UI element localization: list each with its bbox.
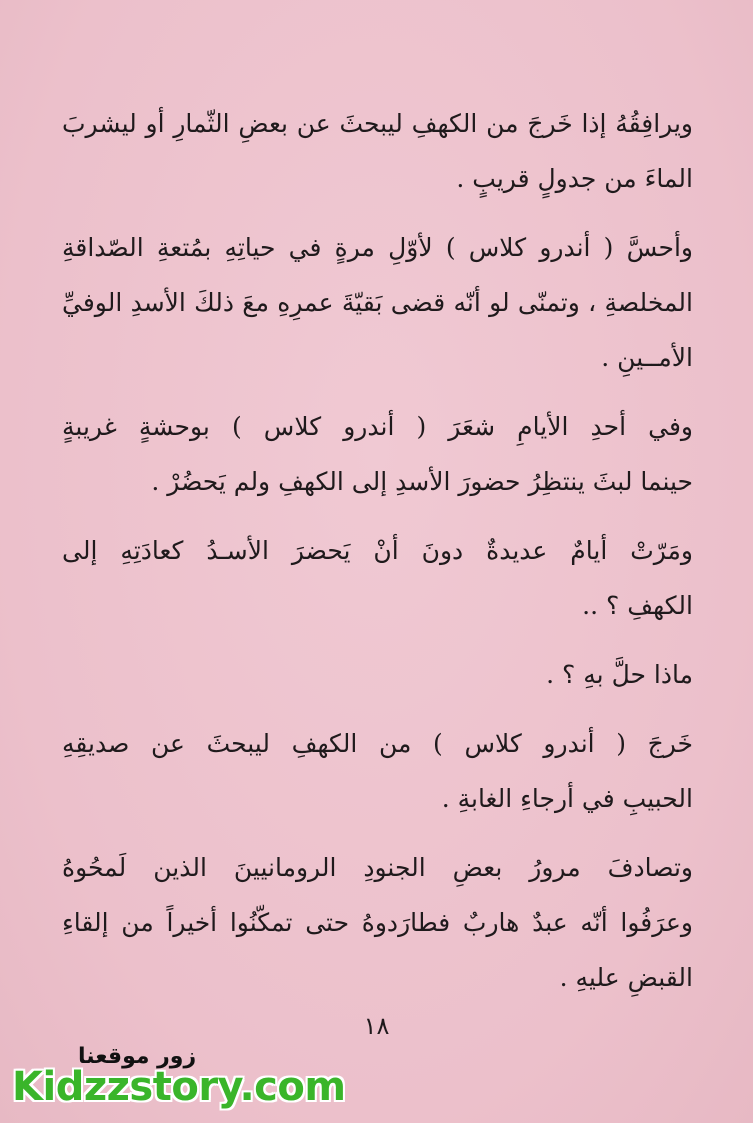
text-line: الماءَ من جدولٍ قريبٍ . (456, 164, 693, 193)
text-line: خَرجَ ( أندرو كلاس ) من الكهفِ ليبحثَ عن صديقِهِ (62, 729, 693, 758)
paragraph-5 (62, 647, 693, 702)
paragraph-2 (62, 220, 693, 385)
text-line: وفي أحدِ الأيامِ شعَرَ ( أندرو كلاس ) بوحشةٍ غريبةٍ (62, 412, 693, 441)
text-line: الكهفِ ؟ .. (582, 591, 693, 620)
paragraph-7 (62, 840, 693, 1005)
text-line: الحبيبِ في أرجاءِ الغابةِ . (441, 784, 693, 813)
text-line: القبضِ عليهِ . (559, 963, 693, 992)
paragraph-1 (62, 96, 693, 206)
text-line: حينما لبثَ ينتظِرُ حضورَ الأسدِ إلى الكهفِ ولم يَحضُرْ . (151, 467, 693, 496)
watermark-arabic: زور موقعنا (78, 1044, 197, 1069)
text-line: ماذا حلَّ بهِ ؟ . (546, 660, 693, 689)
text-line: وأحسَّ ( أندرو كلاس ) لأوّلِ مرةٍ في حياتِهِ بمُتعةِ الصّداقةِ (62, 233, 693, 262)
paragraph-3 (62, 399, 693, 509)
text-line: ومَرّتْ أيامٌ عديدةٌ دونَ أنْ يَحضرَ الأسـدُ كعادَتِهِ إلى (62, 536, 693, 565)
watermark-site-url: Kidzzstory.com (12, 1064, 346, 1110)
text-line: وعرَفُوا أنّه عبدٌ هاربٌ فطارَدوهُ حتى تمكّنُوا أخيراً من إلقاءِ (62, 908, 693, 937)
text-line: ويرافِقُهُ إذا خَرجَ من الكهفِ ليبحثَ عن بعضِ الثّمارِ أو ليشربَ (62, 109, 693, 138)
story-text (62, 96, 693, 1019)
page-number: ١٨ (363, 1012, 390, 1040)
paragraph-6 (62, 716, 693, 826)
text-line: الأمــينِ . (601, 343, 693, 372)
text-line: وتصادفَ مرورُ بعضِ الجنودِ الرومانيينَ الذين لَمحُوهُ (62, 853, 693, 882)
paragraph-4 (62, 523, 693, 633)
text-line: المخلصةِ ، وتمنّى لو أنّه قضى بَقيّةَ عمرِهِ معَ ذلكَ الأسدِ الوفيِّ (62, 288, 693, 317)
